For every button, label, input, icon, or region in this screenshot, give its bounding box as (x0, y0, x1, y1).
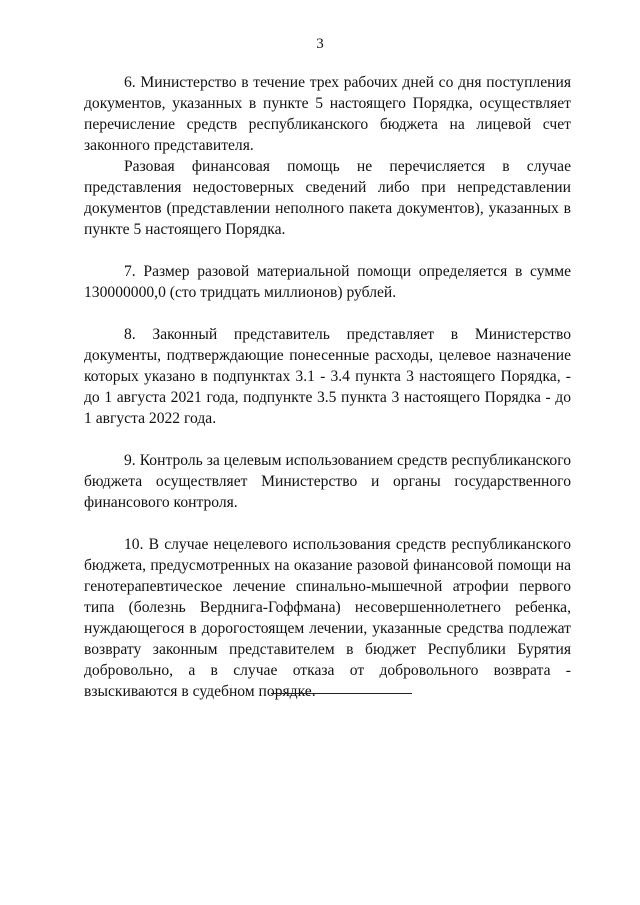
document-body (84, 72, 571, 702)
page-number: 3 (316, 36, 324, 52)
paragraph-7: 7. Размер разовой материальной помощи определяется в сумме 130000000,0 (сто тридцать миллионов) рублей. (84, 263, 571, 301)
paragraph-gap (84, 429, 571, 450)
paragraph-10: 10. В случае нецелевого использования средств республиканского бюджета, предусмотренных на оказание разовой финансовой помощи на генотерапевтическое лечение спинально-мышечной атрофии первого типа (болезнь Верднига-Гоффмана) несовершеннолетнего ребенка, нуждающегося в дорогостоящем лечении, указанные средства подлежат возврату законным представителем в бюджет Республики Бурятия добровольно, а в случае отказа от добровольного возврата - взыскиваются в судебном порядке. (84, 536, 571, 700)
paragraph-gap (84, 513, 571, 534)
paragraph-6: 6. Министерство в течение трех рабочих дней со дня поступления документов, указанных в пункте 5 настоящего Порядка, осуществляет перечисление средств республиканского бюджета на лицевой счет законного представителя. (84, 74, 571, 154)
paragraph-9: 9. Контроль за целевым использованием средств республиканского бюджета осуществляет Министерство и органы государственного финансового контроля. (84, 452, 571, 511)
end-separator-line (271, 693, 412, 694)
paragraph-6-note: Разовая финансовая помощь не перечисляется в случае представления недостоверных сведений либо при непредставлении документов (представлении неполного пакета документов), указанных в пункте 5 настоящего Порядка. (84, 158, 571, 238)
paragraph-8: 8. Законный представитель представляет в Министерство документы, подтверждающие понесенные расходы, целевое назначение которых указано в подпунктах 3.1 - 3.4 пункта 3 настоящего Порядка, - до 1 августа 2021 года, подпункте 3.5 пункта 3 настоящего Порядка - до 1 августа 2022 года. (84, 326, 571, 427)
paragraph-gap (84, 240, 571, 261)
paragraph-gap (84, 303, 571, 324)
